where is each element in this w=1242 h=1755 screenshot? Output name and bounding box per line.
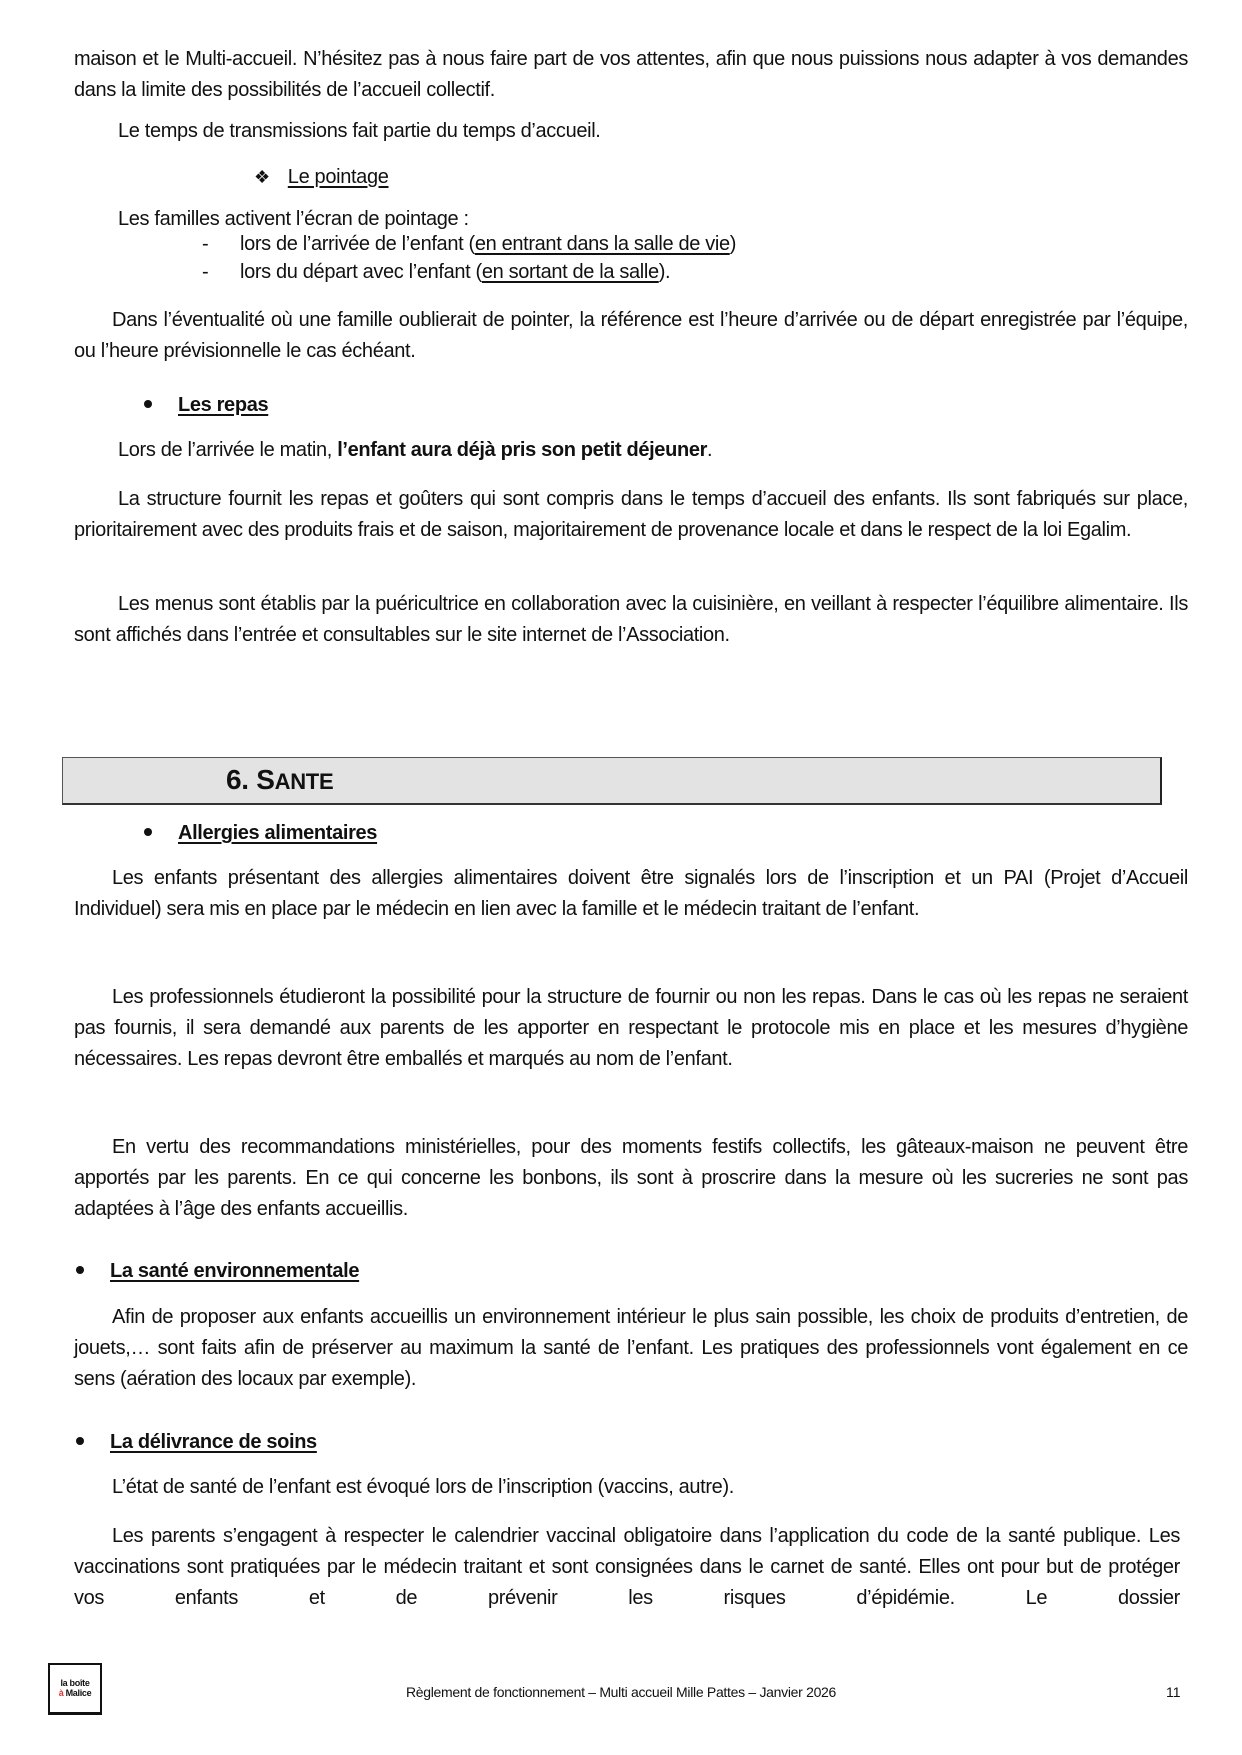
section-heading-box [62,757,1162,805]
allergies-paragraph-1: Les enfants présentant des allergies alimentaires doivent être signalés lors de l’inscription et un PAI (Projet d’Accueil Individuel) sera mis en place par le médecin en lien avec la famille et le médecin traitant de l’enfant. [74,867,1188,920]
bullet-icon [76,1437,84,1445]
section-title: 6. SANTE [226,764,334,795]
bullet-icon [144,400,152,408]
pointage-list-item: - lors du départ avec l’enfant (en sortant de la salle). [202,257,670,288]
repas-heading: Les repas [144,390,268,421]
allergies-paragraph-3: En vertu des recommandations ministérielles, pour des moments festifs collectifs, les gâteaux-maison ne peuvent être apportés par les parents. En ce qui concerne les bonbons, ils sont à proscrire dans la mesure où les sucreries ne sont pas adaptées à l’âge des enfants accueillis. [74,1136,1188,1220]
dash-bullet-icon: - [202,261,209,283]
intro-paragraph: maison et le Multi-accueil. N’hésitez pas à nous faire part de vos attentes, afin que nous puissions nous adapter à vos demandes dans la limite des possibilités de l’accueil collectif. [74,48,1188,101]
pointage-heading-label: Le pointage [287,166,389,188]
environnement-paragraph: Afin de proposer aux enfants accueillis un environnement intérieur le plus sain possible, les choix de produits d’entretien, de jouets,… sont faits afin de préserver au maximum la santé de l’enfant. Les pratiques des professionnels vont également en ce sens (aération des locaux par exemple). [74,1306,1188,1390]
pointage-heading [254,162,389,193]
pointage-note: Dans l’éventualité où une famille oublierait de pointer, la référence est l’heure d’arrivée ou de départ enregistrée par l’équipe, ou l’heure prévisionnelle le cas échéant. [74,309,1188,362]
repas-paragraph-1: Lors de l’arrivée le matin, l’enfant aura déjà pris son petit déjeuner. [118,439,713,461]
page-number: 11 [1166,1684,1181,1700]
bullet-icon [76,1266,84,1274]
bullet-icon [144,828,152,836]
pointage-intro: Les familles activent l’écran de pointage : [118,208,469,230]
diamond-bullet-icon: ❖ [254,167,270,187]
environnement-heading: La santé environnementale [76,1256,359,1287]
allergies-paragraph-2: Les professionnels étudieront la possibilité pour la structure de fournir ou non les repas. Dans le cas où les repas ne seraient pas fournis, il sera demandé aux parents de les apporter en respectant le protocole mis en place et les mesures d’hygiène nécessaires. Les repas devront être emballés et marqués au nom de l’enfant. [74,986,1188,1070]
repas-paragraph-2: La structure fournit les repas et goûters qui sont compris dans le temps d’accueil des enfants. Ils sont fabriqués sur place, prioritairement avec des produits frais et de saison, majoritairement de provenance locale et dans le respect de la loi Egalim. [74,488,1188,541]
dash-bullet-icon: - [202,233,209,255]
soins-paragraph-2: Les parents s’engagent à respecter le calendrier vaccinal obligatoire dans l’application du code de la santé publique. Les vaccinations sont pratiquées par le médecin traitant et sont consignées dans le carnet de santé. Elles ont pour but de protéger vos enfants et de prévenir les risques d’épidémie. Le dossier [74,1525,1180,1609]
organization-logo: la boîte à Malice [48,1663,102,1715]
soins-heading: La délivrance de soins [76,1427,317,1458]
transmissions-text: Le temps de transmissions fait partie du temps d’accueil. [118,120,601,142]
pointage-list-item: - lors de l’arrivée de l’enfant (en entrant dans la salle de vie) [202,229,736,260]
repas-paragraph-3: Les menus sont établis par la puéricultrice en collaboration avec la cuisinière, en veillant à respecter l’équilibre alimentaire. Ils sont affichés dans l’entrée et consultables sur le site internet de l’Association. [74,593,1188,646]
soins-paragraph-1: L’état de santé de l’enfant est évoqué lors de l’inscription (vaccins, autre). [112,1476,734,1498]
allergies-heading: Allergies alimentaires [144,818,377,849]
footer-text: Règlement de fonctionnement – Multi accueil Mille Pattes – Janvier 2026 [405,1684,837,1700]
